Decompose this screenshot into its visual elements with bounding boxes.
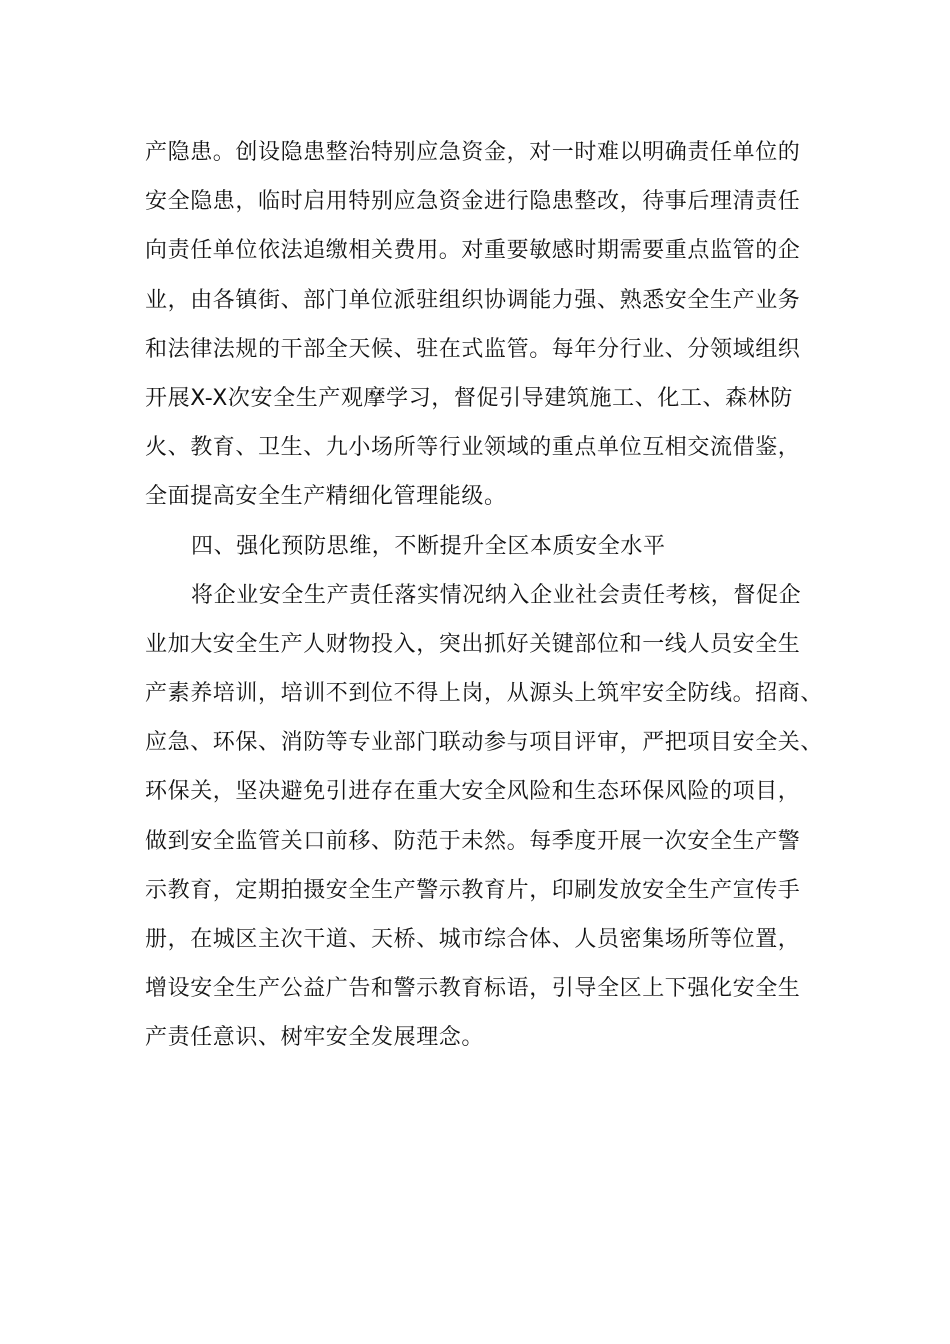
text-line: 做到安全监管关口前移、防范于未然。每季度开展一次安全生产警	[145, 828, 801, 854]
text-line: 业，由各镇街、部门单位派驻组织协调能力强、熟悉安全生产业务	[145, 287, 801, 313]
text-line: 火、教育、卫生、九小场所等行业领域的重点单位互相交流借鉴，	[145, 435, 801, 461]
text-line: 将企业安全生产责任落实情况纳入企业社会责任考核，督促企	[191, 582, 802, 608]
text-line: 向责任单位依法追缴相关费用。对重要敏感时期需要重点监管的企	[145, 238, 801, 264]
text-line: 册，在城区主次干道、天桥、城市综合体、人员密集场所等位置，	[145, 927, 801, 952]
text-line: 安全隐患，临时启用特别应急资金进行隐患整改，待事后理清责任	[145, 189, 801, 215]
text-line: 环保关，坚决避免引进存在重大安全风险和生态环保风险的项目，	[145, 779, 801, 805]
text-line: 和法律法规的干部全天候、驻在式监管。每年分行业、分领域组织	[145, 336, 801, 362]
text-line: 产隐患。创设隐患整治特别应急资金，对一时难以明确责任单位的	[145, 140, 801, 165]
text-line: 应急、环保、消防等专业部门联动参与项目评审，严把项目安全关、	[145, 730, 824, 756]
text-line: 业加大安全生产人财物投入，突出抓好关键部位和一线人员安全生	[145, 631, 801, 657]
text-line: 开展X-X次安全生产观摩学习，督促引导建筑施工、化工、森林防	[145, 385, 793, 411]
document-body	[145, 128, 825, 1063]
text-line: 增设安全生产公益广告和警示教育标语，引导全区上下强化安全生	[145, 976, 801, 1002]
text-line: 示教育，定期拍摄安全生产警示教育片，印刷发放安全生产宣传手	[145, 877, 801, 903]
paragraph-continuation	[145, 128, 825, 522]
text-line: 产素养培训，培训不到位不得上岗，从源头上筑牢安全防线。招商、	[145, 681, 824, 707]
text-line: 产责任意识、树牢安全发展理念。	[145, 1025, 485, 1051]
paragraph-main	[145, 571, 825, 1063]
section-heading: 四、强化预防思维，不断提升全区本质安全水平	[191, 533, 666, 559]
text-line: 全面提高安全生产精细化管理能级。	[145, 484, 507, 510]
